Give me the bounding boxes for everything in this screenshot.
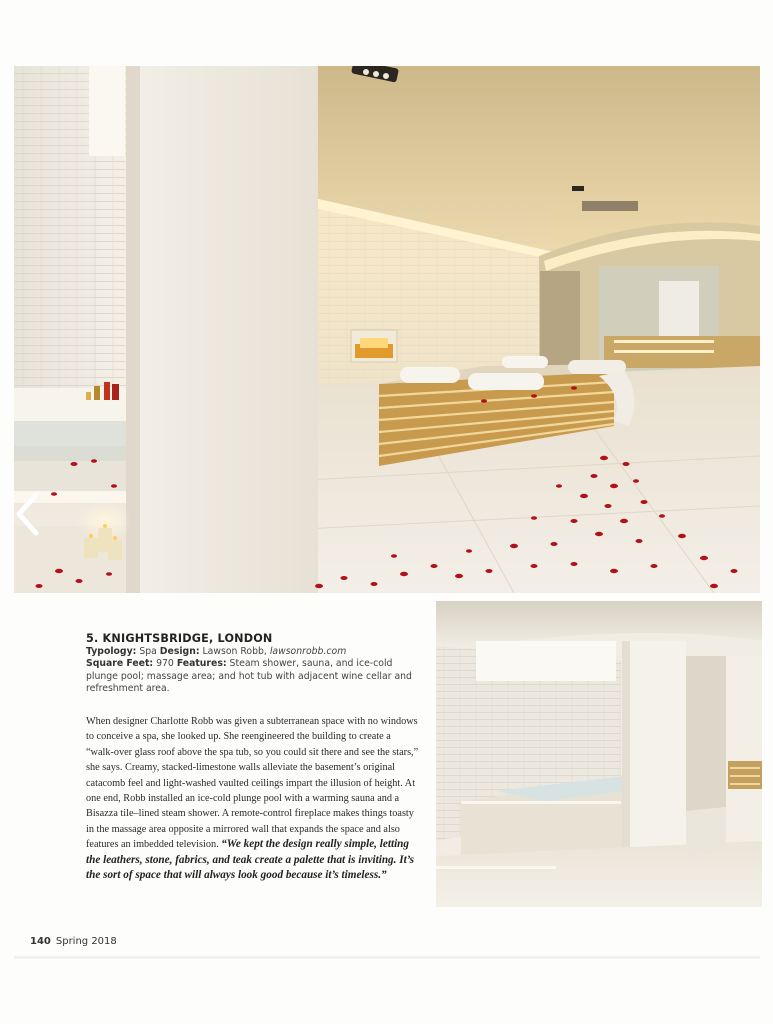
article-body: [86, 714, 420, 883]
page-divider: [14, 956, 760, 959]
plunge-pool-photo: [436, 601, 762, 907]
hero-spa-photo: [14, 66, 760, 593]
features-label: Features:: [176, 658, 227, 670]
article-heading: 5. KNIGHTSBRIDGE, LONDON: [86, 632, 273, 645]
design-value: Lawson Robb,: [202, 646, 267, 657]
page-number: 140: [30, 936, 51, 947]
project-specs: [86, 646, 416, 695]
previous-page-button[interactable]: [10, 490, 44, 538]
features-value: Steam shower, sauna, and ice-cold plunge pool; massage area; and hot tub with adjacent wine cellar and refreshment area.: [86, 658, 412, 694]
design-label: Design:: [159, 646, 200, 657]
issue-date: Spring 2018: [55, 936, 117, 947]
page-folio: [30, 936, 117, 947]
body-paragraph: When designer Charlotte Robb was given a subterranean space with no windows to conceive a spa, she looked up. She reengineered the building to create a “walk-over glass roof above the spa tub, so you could sit there and see the stars,” she says. Creamy, stacked-limestone walls alleviate the basement’s original catacomb feel and light-washed vaulted ceilings impart the illusion of height. At one end, Robb installed an ice-cold plunge pool with a warming sauna and a Bisazza tile–lined steam shower. A remote-control fireplace makes things toasty in the massage area opposite a mirrored wall that expands the space and also features an imbedded television.: [86, 716, 419, 851]
project-caption: [86, 632, 416, 695]
pull-quote: “We kept the design really simple, letting the leathers, stone, fabrics, and teak create a palette that is inviting. It’s the sort of space that will always look good because it’s timeless.”: [86, 838, 414, 882]
typology-value: Spa: [139, 646, 157, 657]
typology-label: Typology:: [86, 646, 137, 657]
chevron-left-icon: [14, 492, 40, 536]
design-website: lawsonrobb.com: [269, 646, 347, 657]
square-feet-label: Square Feet:: [86, 658, 154, 670]
square-feet-value: 970: [156, 658, 174, 670]
